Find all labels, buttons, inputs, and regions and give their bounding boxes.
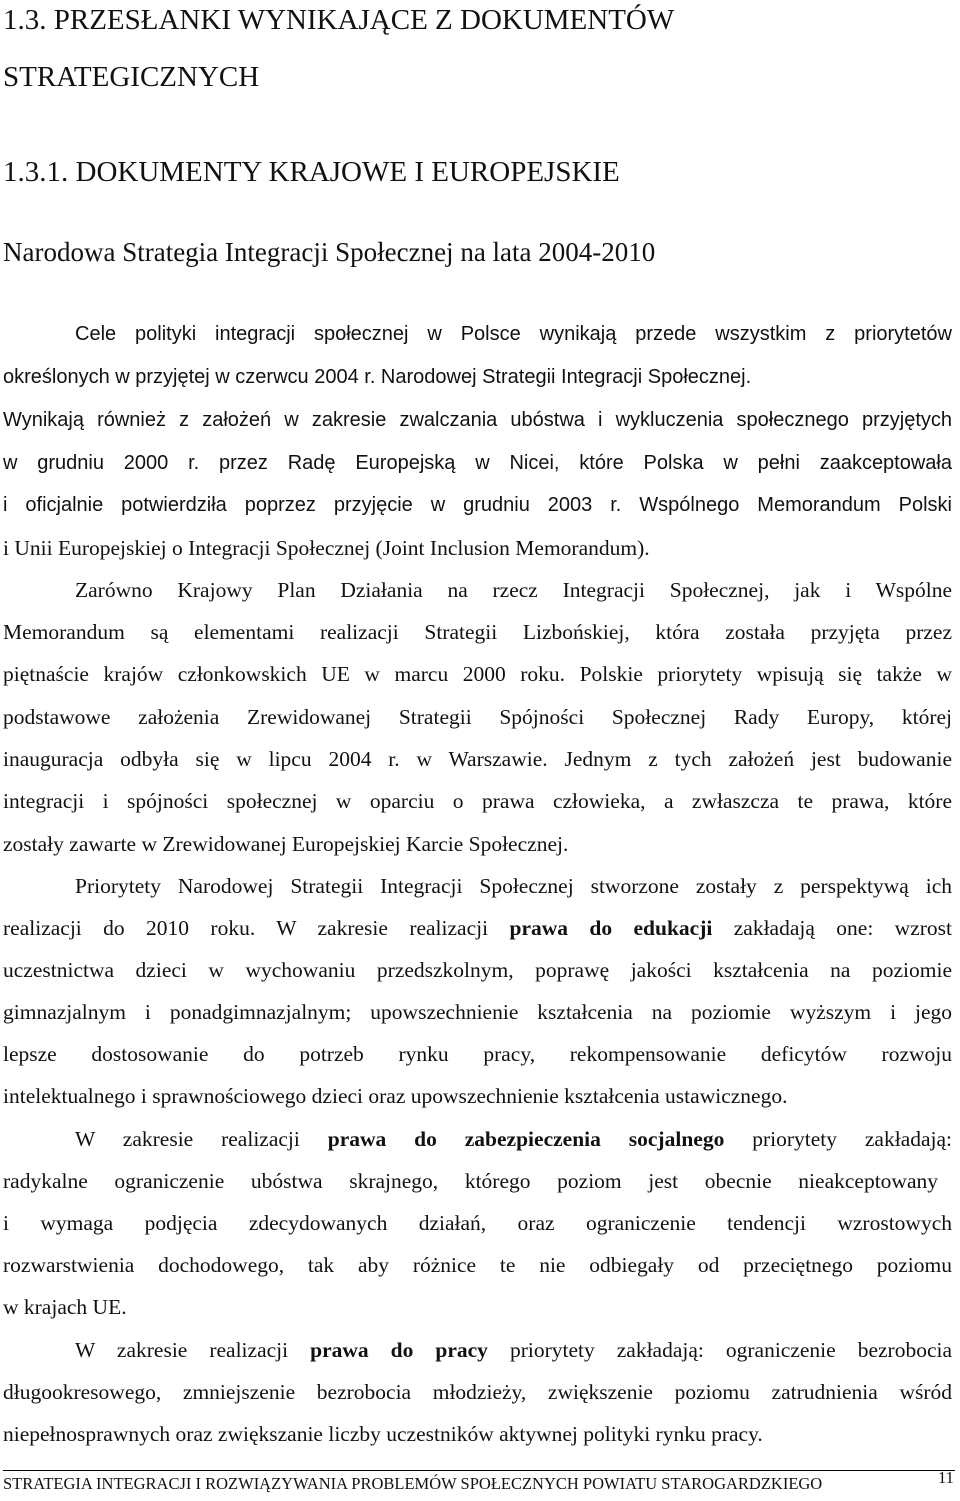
para1-line2: określonych w przyjętej w czerwcu 2004 r. Narodowej Strategii Integracji Społecznej. xyxy=(3,366,752,388)
footer-divider xyxy=(3,1470,955,1471)
para5-line1-end: priorytety zakładają: ograniczenie bezrobocia xyxy=(509,1338,952,1362)
footer-title: STRATEGIA INTEGRACJI I ROZWIĄZYWANIA PROBLEMÓW SPOŁECZNYCH POWIATU STAROGARDZKIEGO xyxy=(3,1474,823,1493)
chapter-heading-line1: 1.3. PRZESŁANKI WYNIKAJĄCE Z DOKUMENTÓW xyxy=(3,4,675,36)
para2-line7: zostały zawarte w Zrewidowanej Europejskiej Karcie Społecznej. xyxy=(3,832,569,856)
para2-line6: integracji i spójności społecznej w oparciu o prawa człowieka, a zwłaszcza te prawa, które xyxy=(3,789,952,813)
para4-line2: radykalne ograniczenie ubóstwa skrajnego, którego poziom jest obecnie nieakceptowany xyxy=(3,1169,938,1193)
para1-line3: Wynikają również z założeń w zakresie zwalczania ubóstwa i wykluczenia społecznego przyjętych xyxy=(3,409,952,431)
para5-line2: długookresowego, zmniejszenie bezrobocia młodzieży, zwiększenie poziomu zatrudnienia wśród xyxy=(3,1380,952,1404)
para5-emphasis-work: prawa do pracy xyxy=(310,1338,488,1362)
para5-line3: niepełnosprawnych oraz zwiększanie liczby uczestników aktywnej polityki rynku pracy. xyxy=(3,1422,763,1446)
para3-line3: uczestnictwa dzieci w wychowaniu przedszkolnym, poprawę jakości kształcenia na poziomie xyxy=(3,958,952,982)
para4-line5: w krajach UE. xyxy=(3,1295,127,1319)
para1-line6: i Unii Europejskiej o Integracji Społecznej (Joint Inclusion Memorandum). xyxy=(3,536,650,560)
para4-emphasis-social-security: prawa do zabezpieczenia socjalnego xyxy=(327,1127,725,1151)
para3-line2 xyxy=(3,913,952,943)
para1-line4: w grudniu 2000 r. przez Radę Europejską w Nicei, które Polska w pełni zaakceptowała xyxy=(3,452,952,474)
para3-emphasis-education: prawa do edukacji xyxy=(509,916,713,940)
para5-line1 xyxy=(75,1335,952,1365)
para3-line4: gimnazjalnym i ponadgimnazjalnym; upowszechnienie kształcenia na poziomie wyższym i jego xyxy=(3,1000,952,1024)
chapter-heading-line2: STRATEGICZNYCH xyxy=(3,61,260,93)
para4-line3: i wymaga podjęcia zdecydowanych działań, oraz ograniczenie tendencji wzrostowych xyxy=(3,1211,952,1235)
para3-line6: intelektualnego i sprawnościowego dzieci oraz upowszechnienie kształcenia ustawicznego. xyxy=(3,1084,788,1108)
para2-line5: inauguracja odbyła się w lipcu 2004 r. w Warszawie. Jednym z tych założeń jest budowanie xyxy=(3,747,952,771)
para1-line1: Cele polityki integracji społecznej w Polsce wynikają przede wszystkim z priorytetów xyxy=(75,323,952,345)
para2-line4: podstawowe założenia Zrewidowanej Strategii Spójności Społecznej Rady Europy, której xyxy=(3,705,952,729)
para3-line1: Priorytety Narodowej Strategii Integracji Społecznej stworzone zostały z perspektywą ich xyxy=(75,874,952,898)
para2-line1: Zarówno Krajowy Plan Działania na rzecz Integracji Społecznej, jak i Wspólne xyxy=(75,578,952,602)
para5-line1-start: W zakresie realizacji xyxy=(75,1338,289,1362)
para4-line1-start: W zakresie realizacji xyxy=(75,1127,300,1151)
para4-line1 xyxy=(75,1124,952,1154)
para1-line5: i oficjalnie potwierdziła poprzez przyjęcie w grudniu 2003 r. Wspólnego Memorandum Polski xyxy=(3,494,952,516)
para4-line1-end: priorytety zakładają: xyxy=(752,1127,952,1151)
para2-line2: Memorandum są elementami realizacji Strategii Lizbońskiej, która została przyjęta przez xyxy=(3,620,952,644)
para3-line2-end: zakładają one: wzrost xyxy=(733,916,952,940)
section-title: Narodowa Strategia Integracji Społecznej na lata 2004-2010 xyxy=(3,237,656,267)
page-number: 11 xyxy=(938,1468,954,1487)
subchapter-heading: 1.3.1. DOKUMENTY KRAJOWE I EUROPEJSKIE xyxy=(3,156,620,188)
para3-line2-start: realizacji do 2010 roku. W zakresie realizacji xyxy=(3,916,489,940)
para4-line4: rozwarstwienia dochodowego, tak aby różnice te nie odbiegały od przeciętnego poziomu xyxy=(3,1253,952,1277)
para3-line5: lepsze dostosowanie do potrzeb rynku pracy, rekompensowanie deficytów rozwoju xyxy=(3,1042,952,1066)
para2-line3: piętnaście krajów członkowskich UE w marcu 2000 roku. Polskie priorytety wpisują się także w xyxy=(3,662,952,686)
